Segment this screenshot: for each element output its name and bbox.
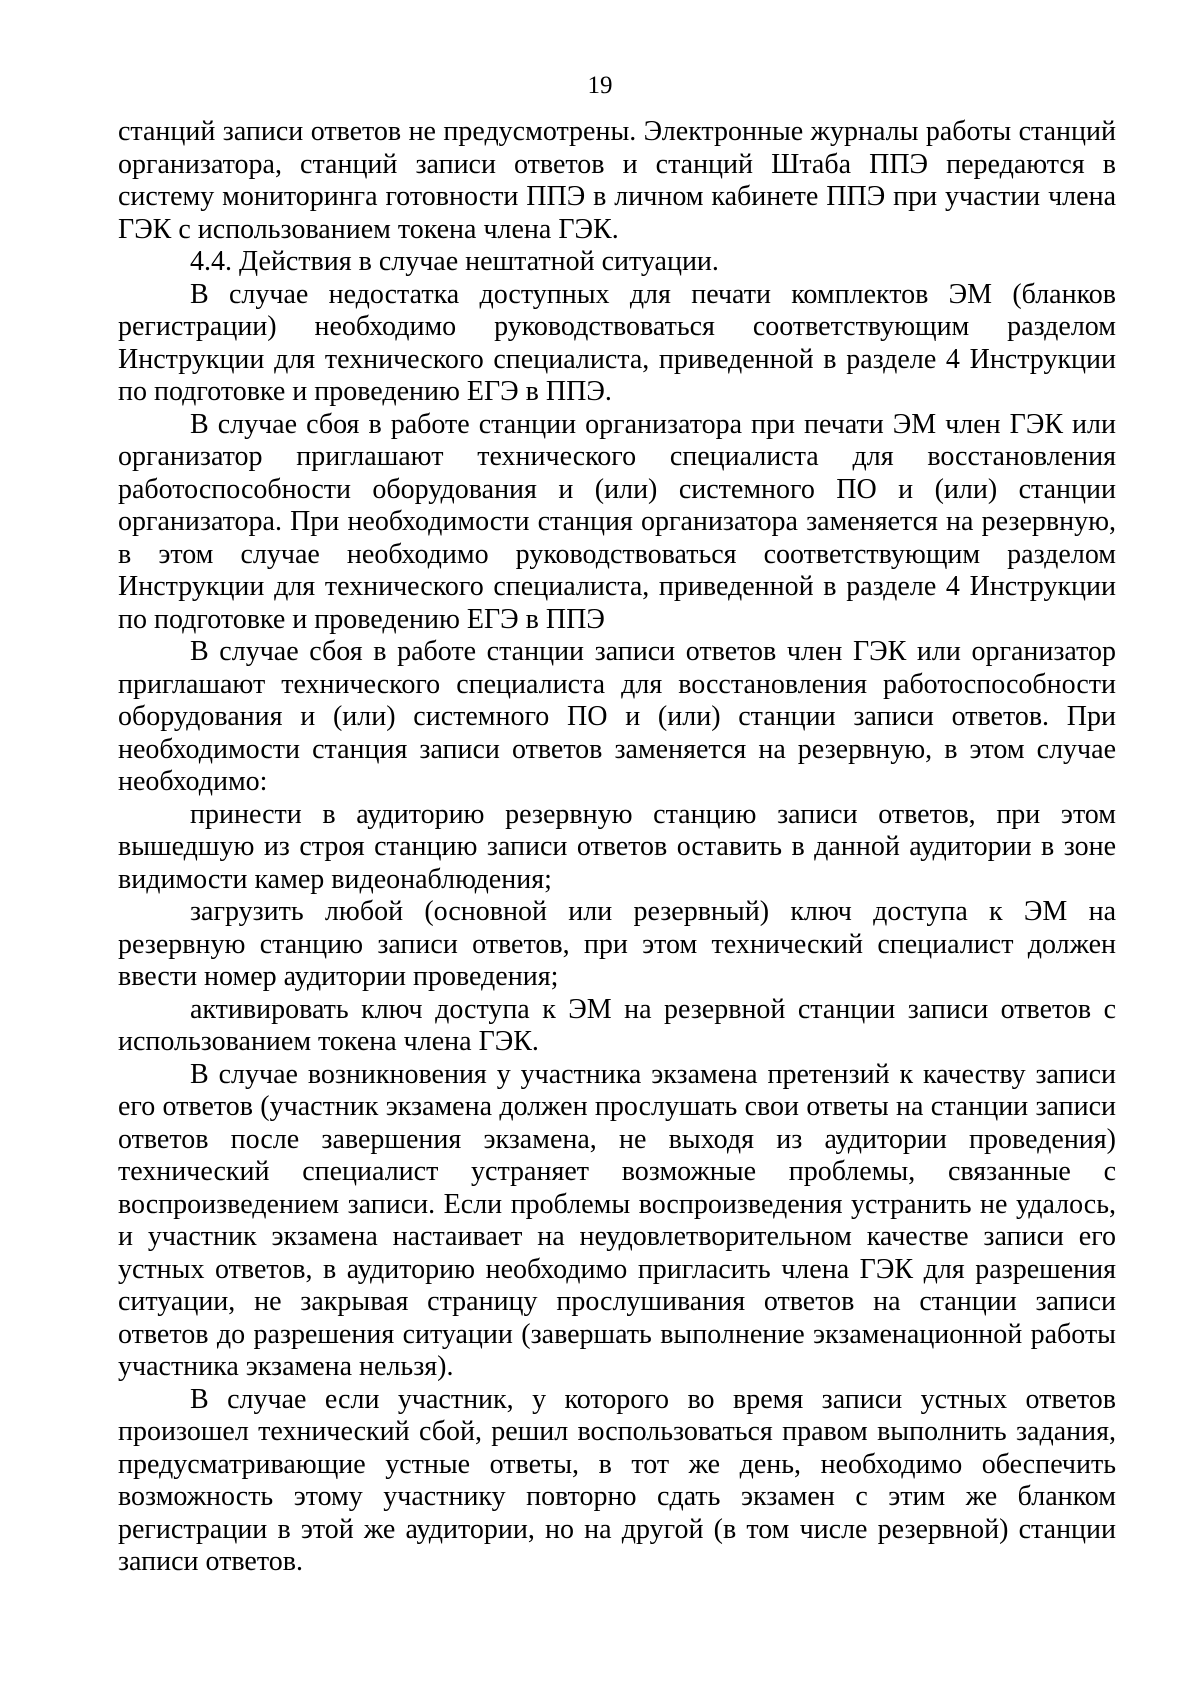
list-item-activate-key: активировать ключ доступа к ЭМ на резервной станции записи ответов с использованием токена члена ГЭК. [118, 993, 1116, 1057]
paragraph-organizer-station-failure: В случае сбоя в работе станции организатора при печати ЭМ член ГЭК или организатор приглашают технического специалиста для восстановления работоспособности оборудования и (или) системного ПО и (или) станции организатора. При необходимости станция организатора заменяется на резервную, в этом случае необходимо руководствоваться соответствующим разделом Инструкции для технического специалиста, приведенной в разделе 4 Инструкции по подготовке и проведению ЕГЭ в ППЭ [118, 408, 1116, 635]
section-heading-4-4: 4.4. Действия в случае нештатной ситуации. [190, 246, 719, 277]
list-item-load-access-key: загрузить любой (основной или резервный) ключ доступа к ЭМ на резервную станцию записи ответов, при этом технический специалист должен ввести номер аудитории проведения; [118, 896, 1116, 992]
list-item-bring-backup-station: принести в аудиторию резервную станцию записи ответов, при этом вышедшую из строя станцию записи ответов оставить в данной аудитории в зоне видимости камер видеонаблюдения; [118, 798, 1116, 895]
document-body [118, 116, 1116, 1579]
paragraph-recording-station-failure: В случае сбоя в работе станции записи ответов член ГЭК или организатор приглашают технического специалиста для восстановления работоспособности оборудования и (или) системного ПО и (или) станции записи ответов. При необходимости станция записи ответов заменяется на резервную, в этом случае необходимо: [118, 636, 1116, 797]
paragraph-insufficient-kits: В случае недостатка доступных для печати комплектов ЭМ (бланков регистрации) необходимо руководствоваться соответствующим разделом Инструкции для технического специалиста, приведенной в разделе 4 Инструкции по подготовке и проведению ЕГЭ в ППЭ. [118, 278, 1116, 407]
paragraph-continuation: станций записи ответов не предусмотрены. Электронные журналы работы станций организатора, станций записи ответов и станций Штаба ППЭ передаются в систему мониторинга готовности ППЭ в личном кабинете ППЭ при участии члена ГЭК с использованием токена члена ГЭК. [118, 116, 1116, 245]
paragraph-repeat-exam: В случае если участник, у которого во время записи устных ответов произошел технический сбой, решил воспользоваться правом выполнить задания, предусматривающие устные ответы, в тот же день, необходимо обеспечить возможность этому участнику повторно сдать экзамен с этим же бланком регистрации в этой же аудитории, но на другой (в том числе резервной) станции записи ответов. [118, 1383, 1116, 1577]
paragraph-recording-quality-claim: В случае возникновения у участника экзамена претензий к качеству записи его ответов (участник экзамена должен прослушать свои ответы на станции записи ответов после завершения экзамена, не выходя из аудитории проведения) технический специалист устраняет возможные проблемы, связанные с воспроизведением записи. Если проблемы воспроизведения устранить не удалось, и участник экзамена настаивает на неудовлетворительном качестве записи его устных ответов, в аудиторию необходимо пригласить члена ГЭК для разрешения ситуации, не закрывая страницу прослушивания ответов на станции записи ответов до разрешения ситуации (завершать выполнение экзаменационной работы участника экзамена нельзя). [118, 1058, 1116, 1382]
page-number: 19 [587, 72, 613, 99]
